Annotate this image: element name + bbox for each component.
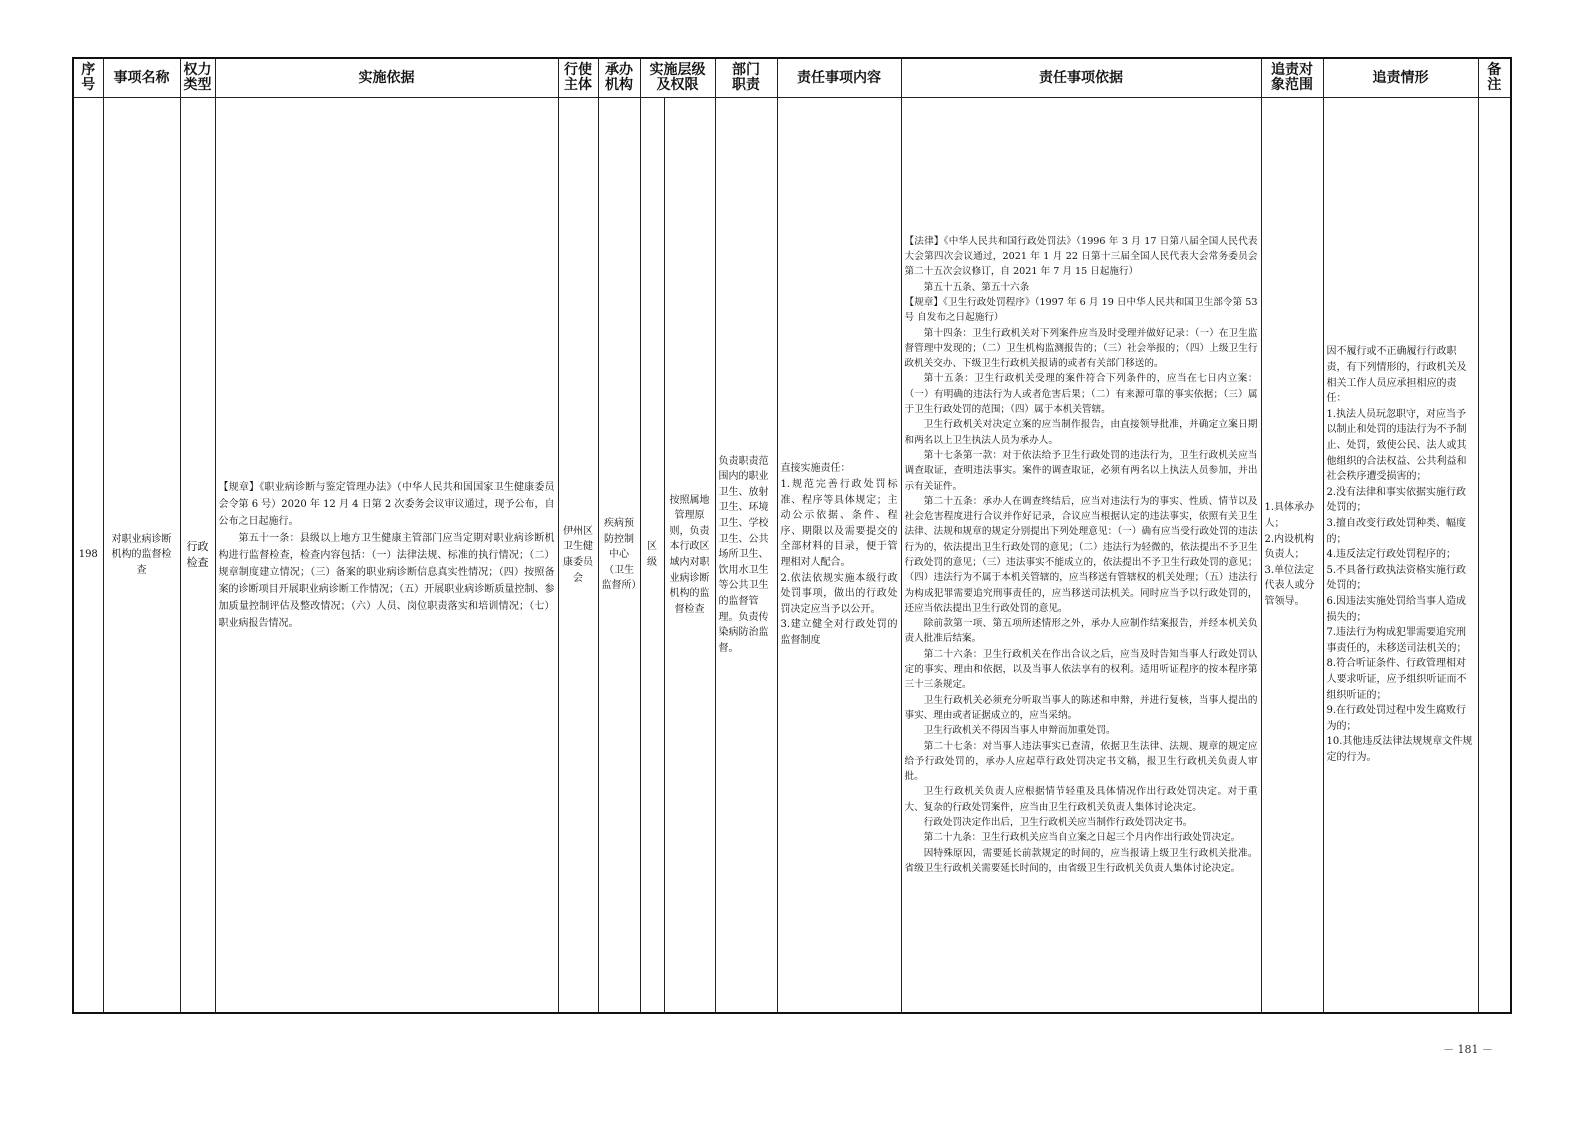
cell-org: 疾病预防控制中心（卫生监督所） — [598, 98, 640, 1014]
resp-basis-paragraph: 卫生行政机关负责人应根据情节轻重及具体情况作出行政处罚决定。对于重大、复杂的行政处罚案件，应当由卫生行政机关负责人集体讨论决定。 — [904, 786, 1258, 813]
resp-item: 直接实施责任： — [780, 463, 851, 475]
target-item: 1.具体承办人； — [1264, 502, 1315, 530]
header-resp: 责任事项内容 — [777, 58, 901, 98]
resp-item: 3.建立健全对行政处罚的监督制度 — [780, 619, 898, 646]
cell-subject: 伊州区卫生健康委员会 — [558, 98, 598, 1014]
header-no: 序号 — [73, 58, 103, 98]
resp-basis-paragraph: 第二十五条：承办人在调查终结后，应当对违法行为的事实、性质、情节以及社会危害程度进行合议并作好记录，合议应当根据认定的违法事实，依照有关卫生法律、法规和规章的规定分别提出下列处理意见：（一）确有应当受行政处罚的违法行为的，依法提出卫生行政处罚的意见；（二）违法行为轻微的，依法提出不予卫生行政处罚的意见；（三）违法事实不能成立的，依法提出不予卫生行政处罚的意见；（四）违法行为不属于本机关管辖的，应当移送有管辖权的机关处理；（五）违法行为构成犯罪需要追究刑事责任的，应当移送司法机关。同时应当予以行政处罚的，还应当依法提出卫生行政处罚的意见。 — [904, 495, 1258, 614]
header-type: 权力类型 — [180, 58, 215, 98]
table-row — [73, 98, 1511, 1014]
cell-resp-basis — [901, 98, 1261, 1014]
case-item: 4.违反法定行政处罚程序的； — [1326, 549, 1457, 561]
resp-basis-paragraph: 第十四条：卫生行政机关对下列案件应当及时受理并做好记录：（一）在卫生监督管理中发现的；（二）卫生机构监测报告的；（三）社会举报的；（四）上级卫生行政机关交办、下级卫生行政机关报请的或者有关部门移送的。 — [904, 327, 1258, 370]
resp-basis-paragraph: 第十七条第一款：对于依法给予卫生行政处罚的违法行为，卫生行政机关应当调查取证，查明违法事实。案件的调查取证，必须有两名以上执法人员参加，并出示有关证件。 — [904, 449, 1258, 492]
case-item: 1.执法人员玩忽职守，对应当予以制止和处罚的违法行为不予制止、处罚，致使公民、法人或其他组织的合法权益、公共利益和社会秩序遭受损害的； — [1326, 408, 1467, 483]
header-subject: 行使主体 — [558, 58, 598, 98]
case-item: 3.擅自改变行政处罚种类、幅度的； — [1326, 518, 1467, 545]
case-item: 因不履行或不正确履行行政职责，有下列情形的，行政机关及相关工作人员应承担相应的责任： — [1326, 346, 1467, 405]
resp-basis-paragraph: 第五十五条、第五十六条 — [923, 281, 1030, 293]
case-item: 9.在行政处罚过程中发生腐败行为的； — [1326, 705, 1467, 732]
header-row — [73, 58, 1511, 98]
cell-target — [1261, 98, 1323, 1014]
cell-type: 行政检查 — [180, 98, 215, 1014]
case-item: 7.违法行为构成犯罪需要追究刑事责任的，未移送司法机关的； — [1326, 627, 1467, 654]
resp-basis-paragraph: 第二十七条：对当事人违法事实已查清，依据卫生法律、法规、规章的规定应给予行政处罚的，承办人应起草行政处罚决定书文稿，报卫生行政机关负责人审批。 — [904, 740, 1258, 783]
header-org: 承办机构 — [598, 58, 640, 98]
header-resp-basis: 责任事项依据 — [901, 58, 1261, 98]
resp-item: 1.规范完善行政处罚标准、程序等具体规定；主动公示依据、条件、程序、期限以及需要提交的全部材料的目录，便于管理相对人配合。 — [780, 479, 898, 568]
header-basis: 实施依据 — [215, 58, 558, 98]
cell-note — [1478, 98, 1511, 1014]
target-item: 3.单位法定代表人或分管领导。 — [1264, 564, 1315, 607]
header-case: 追责情形 — [1323, 58, 1478, 98]
cell-duty: 负责职责范围内的职业卫生、放射卫生、环境卫生、学校卫生、公共场所卫生、饮用水卫生等公共卫生的监督管理。负责传染病防治监督。 — [715, 98, 777, 1014]
resp-basis-paragraph: 除前款第一项、第五项所述情形之外，承办人应制作结案报告，并经本机关负责人批准后结案。 — [904, 618, 1258, 645]
header-target: 追责对象范围 — [1261, 58, 1323, 98]
resp-basis-paragraph: 第二十六条：卫生行政机关在作出合议之后，应当及时告知当事人行政处罚认定的事实、理由和依据，以及当事人依法享有的权利。适用听证程序的按本程序第三十三条规定。 — [904, 648, 1258, 691]
case-item: 8.符合听证条件、行政管理相对人要求听证，应予组织听证而不组织听证的； — [1326, 658, 1467, 701]
resp-basis-paragraph: 卫生行政机关不得因当事人申辩而加重处罚。 — [923, 725, 1116, 737]
cell-authority: 按照属地管理原则，负责本行政区域内对职业病诊断机构的监督检查 — [664, 98, 715, 1014]
basis-paragraph: 【规章】《职业病诊断与鉴定管理办法》（中华人民共和国国家卫生健康委员会令第 6 号）2020 年 12 月 4 日第 2 次委务会议审议通过，现予公布，自公布之日起施行。 — [218, 481, 555, 527]
cell-resp — [777, 98, 901, 1014]
resp-basis-paragraph: 【法律】《中华人民共和国行政处罚法》（1996 年 3 月 17 日第八届全国人民代表大会第四次会议通过，2021 年 1 月 22 日第十三届全国人民代表大会常务委员会第二十五次会议修订，自 2021 年 7 月 15 日起施行） — [904, 235, 1258, 278]
resp-basis-paragraph: 因特殊原因，需要延长前款规定的时间的，应当报请上级卫生行政机关批准。省级卫生行政机关需要延长时间的，由省级卫生行政机关负责人集体讨论决定。 — [904, 847, 1258, 874]
resp-basis-paragraph: 第二十九条：卫生行政机关应当自立案之日起三个月内作出行政处罚决定。 — [923, 832, 1241, 844]
responsibility-table — [72, 57, 1512, 1014]
page-number: － 181 － — [1443, 1043, 1493, 1056]
cell-no: 198 — [73, 98, 103, 1014]
case-item: 2.没有法律和事实依据实施行政处罚的； — [1326, 486, 1467, 514]
resp-item: 2.依法依规实施本级行政处罚事项，做出的行政处罚决定应当予以公开。 — [780, 572, 898, 615]
case-item: 10.其他违反法律法规规章文件规定的行为。 — [1326, 736, 1473, 763]
resp-basis-paragraph: 【规章】《卫生行政处罚程序》（1997 年 6 月 19 日中华人民共和国卫生部令第 53 号 自发布之日起施行） — [904, 296, 1258, 324]
header-note: 备注 — [1478, 58, 1511, 98]
case-item: 5.不具备行政执法资格实施行政处罚的； — [1326, 564, 1467, 592]
resp-basis-paragraph: 卫生行政机关对决定立案的应当制作报告，由直接领导批准，并确定立案日期和两名以上卫生执法人员为承办人。 — [904, 419, 1258, 446]
basis-paragraph: 第五十一条：县级以上地方卫生健康主管部门应当定期对职业病诊断机构进行监督检查，检查内容包括：（一）法律法规、标准的执行情况；（二）规章制度建立情况；（三）备案的职业病诊断信息真实性情况；（四）按照备案的诊断项目开展职业病诊断工作情况；（五）开展职业病诊断质量控制、参加质量控制评估及整改情况；（六）人员、岗位职责落实和培训情况；（七）职业病报告情况。 — [218, 532, 555, 629]
header-level: 实施层级及权限 — [640, 58, 715, 98]
case-item: 6.因违法实施处罚给当事人造成损失的； — [1326, 595, 1467, 623]
cell-case — [1323, 98, 1478, 1014]
resp-basis-paragraph: 卫生行政机关必须充分听取当事人的陈述和申辩，并进行复核，当事人提出的事实、理由或者证据成立的，应当采纳。 — [904, 694, 1258, 721]
resp-basis-paragraph: 行政处罚决定作出后，卫生行政机关应当制作行政处罚决定书。 — [923, 817, 1193, 829]
cell-basis — [215, 98, 558, 1014]
header-name: 事项名称 — [103, 58, 180, 98]
cell-name: 对职业病诊断机构的监督检查 — [103, 98, 180, 1014]
resp-basis-paragraph: 第十五条：卫生行政机关受理的案件符合下列条件的，应当在七日内立案：（一）有明确的违法行为人或者危害后果；（二）有来源可靠的事实依据；（三）属于卫生行政处罚的范围；（四）属于本机关管辖。 — [904, 373, 1258, 416]
target-item: 2.内设机构负责人； — [1264, 533, 1315, 561]
header-duty: 部门职责 — [715, 58, 777, 98]
cell-level: 区级 — [640, 98, 664, 1014]
